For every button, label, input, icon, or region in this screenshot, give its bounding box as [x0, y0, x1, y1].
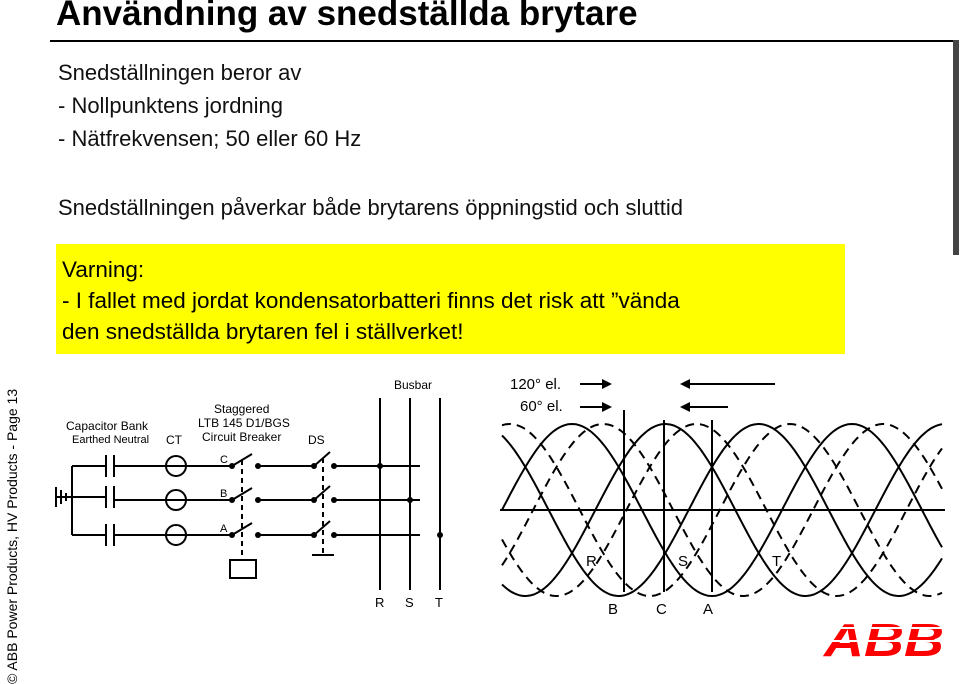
wave-s-label: S — [678, 553, 689, 570]
side-copyright: © ABB Power Products, HV Products - Page 13 — [4, 388, 20, 684]
label-120-el: 120° el. — [510, 376, 562, 393]
abb-logo — [820, 614, 946, 666]
circuit-breaker-label: Circuit Breaker — [202, 430, 282, 444]
phase-b-label: B — [220, 488, 228, 500]
breaker-model-label: LTB 145 D1/BGS — [198, 416, 290, 430]
body-line-2: - Nollpunktens jordning — [58, 93, 284, 118]
earthed-neutral-label: Earthed Neutral — [72, 434, 150, 446]
bus-r-label: R — [375, 595, 385, 610]
page-title: Användning av snedställda brytare — [56, 0, 638, 33]
capacitor-bank-label: Capacitor Bank — [66, 419, 149, 433]
bus-t-label: T — [435, 595, 443, 610]
waveform-diagram — [500, 384, 945, 596]
ds-label: DS — [308, 433, 325, 447]
warning-heading: Varning: — [62, 257, 145, 282]
wave-c-label: C — [656, 601, 667, 618]
phase-c-label: C — [220, 454, 228, 466]
waveform-arrowheads — [602, 379, 690, 412]
bus-s-label: S — [405, 595, 414, 610]
label-60-el: 60° el. — [520, 398, 563, 415]
body-line-4: Snedställningen påverkar både brytarens öppningstid och sluttid — [58, 195, 683, 220]
body-line-3: - Nätfrekvensen; 50 eller 60 Hz — [58, 126, 362, 151]
phase-a-label: A — [220, 523, 228, 535]
wave-t-label: T — [772, 553, 782, 570]
ct-label: CT — [166, 433, 182, 447]
warning-line-2: - I fallet med jordat kondensatorbatteri finns det risk att ”vända — [62, 288, 680, 313]
wave-b-label: B — [608, 601, 619, 618]
abb-logo-text: ABB — [822, 614, 944, 666]
busbar-label: Busbar — [394, 378, 433, 392]
wave-a-label: A — [703, 601, 714, 618]
warning-line-3: den snedställda brytaren fel i ställverket! — [62, 319, 464, 344]
body-line-1: Snedställningen beror av — [58, 60, 302, 85]
wave-r-label: R — [586, 553, 597, 570]
staggered-label: Staggered — [214, 402, 270, 416]
